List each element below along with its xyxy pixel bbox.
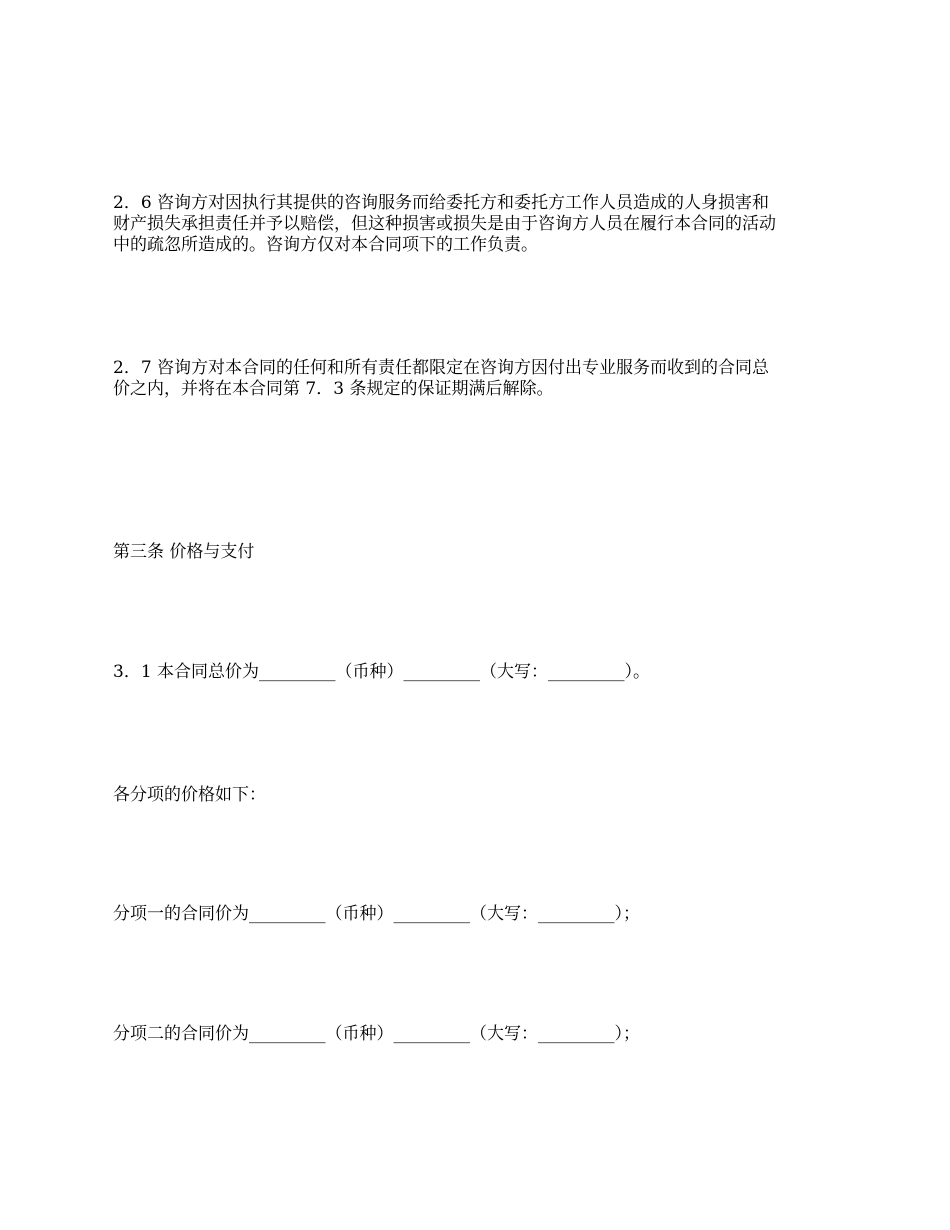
clause-3-1-text: 3．1 本合同总价为_________（币种）_________（大写：_________）。 <box>113 662 651 682</box>
clause-2-6-line-1: 2．6 咨询方对因执行其提供的咨询服务而给委托方和委托方工作人员造成的人身损害和 <box>113 193 770 213</box>
item-2-paragraph <box>113 1024 843 1045</box>
items-intro-paragraph <box>113 785 843 806</box>
article-3-title: 第三条 价格与支付 <box>113 542 255 562</box>
clause-2-6-paragraph <box>113 193 843 256</box>
clause-2-7-paragraph <box>113 358 843 400</box>
clause-3-1-paragraph <box>113 662 843 683</box>
clause-2-6-line-3: 中的疏忽所造成的。咨询方仅对本合同项下的工作负责。 <box>113 235 538 255</box>
item-2-text: 分项二的合同价为_________（币种）_________（大写：_________）； <box>113 1024 640 1044</box>
article-3-heading <box>113 542 843 563</box>
clause-2-6-line-2: 财产损失承担责任并予以赔偿，但这种损害或损失是由于咨询方人员在履行本合同的活动 <box>113 214 776 234</box>
clause-2-7-line-1: 2．7 咨询方对本合同的任何和所有责任都限定在咨询方因付出专业服务而收到的合同总 <box>113 358 770 378</box>
item-1-paragraph <box>113 904 843 925</box>
clause-2-7-line-2: 价之内，并将在本合同第 7．3 条规定的保证期满后解除。 <box>113 379 554 399</box>
items-intro-text: 各分项的价格如下： <box>113 785 266 805</box>
item-1-text: 分项一的合同价为_________（币种）_________（大写：_________）； <box>113 904 640 924</box>
